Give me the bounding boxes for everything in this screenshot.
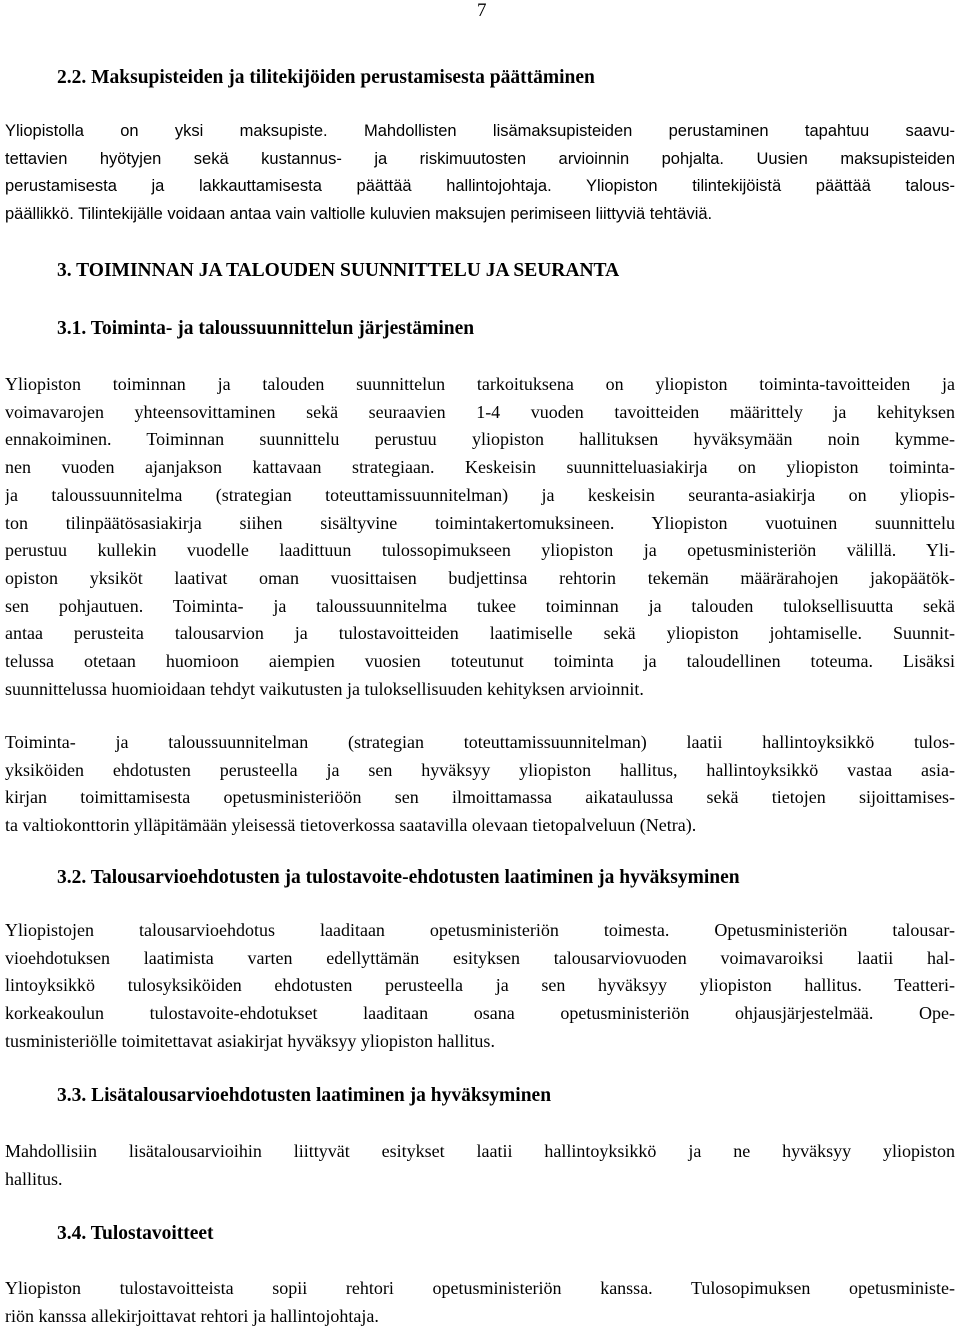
paragraph-line: Yliopistolla on yksi maksupiste. Mahdollisten lisämaksupisteiden perustaminen tapahtuu saavu- (5, 122, 955, 140)
paragraph-line: päällikkö. Tilintekijälle voidaan antaa vain valtiolle kuluvien maksujen perimiseen liittyviä tehtäviä. (5, 205, 713, 224)
paragraph-line: ton tilinpäätösasiakirja siihen sisältyvine toimintakertomuksineen. Yliopiston vuotuinen suunnittelu (5, 512, 955, 533)
paragraph-line: suunnittelussa huomioidaan tehdyt vaikutusten ja tuloksellisuuden kehityksen arvioinnit. (5, 678, 644, 699)
section-3-2-paragraph (5, 917, 955, 1056)
paragraph-line: vioehdotuksen laatimista varten edellyttämän esityksen talousarviovuoden voimavaroiksi laatii hal- (5, 947, 955, 968)
paragraph-line: antaa perusteita talousarvion ja tulostavoitteiden laatimiselle sekä yliopiston johtamiselle. Suunnit- (5, 623, 955, 644)
section-heading-3-2: 3.2. Talousarvioehdotusten ja tulostavoite-ehdotusten laatiminen ja hyväksyminen (57, 867, 740, 888)
section-heading-3-3: 3.3. Lisätalousarvioehdotusten laatiminen ja hyväksyminen (57, 1085, 552, 1106)
paragraph-line: korkeakoulun tulostavoite-ehdotukset laaditaan osana opetusministeriön ohjausjärjestelmää. Ope- (5, 1003, 955, 1024)
paragraph-line: Toiminta- ja taloussuunnitelman (strategian toteuttamissuunnitelman) laatii hallintoyksikkö tulos- (5, 732, 955, 752)
document-page (5, 0, 955, 1330)
paragraph-line: opiston yksiköt laativat oman vuosittaisen budjettinsa rehtorin tekemän määrärahojen jakopäätök- (5, 567, 955, 588)
paragraph-line: nen vuoden ajanjakson kattavaan strategiaan. Keskeisin suunnitteluasiakirja on yliopiston toiminta- (5, 457, 955, 478)
page-number: 7 (477, 0, 487, 21)
paragraph-line: sen pohjautuen. Toiminta- ja taloussuunnitelma tukee toiminnan ja talouden tuloksellisuutta sekä (5, 595, 955, 616)
paragraph-line: telussa otetaan huomioon aiempien vuosien toteutunut toiminta ja taloudellinen toteuma. Lisäksi (5, 651, 955, 672)
paragraph-line: tusministeriölle toimitettavat asiakirjat hyväksyy yliopiston hallitus. (5, 1030, 495, 1051)
chapter-heading-3: 3. TOIMINNAN JA TALOUDEN SUUNNITTELU JA SEURANTA (57, 260, 620, 281)
section-3-1-paragraph-1 (5, 371, 955, 703)
paragraph-line: ja taloussuunnitelma (strategian toteuttamissuunnitelman) ja keskeisin seuranta-asiakirja on yliopis- (5, 484, 955, 505)
section-3-4-paragraph (5, 1275, 955, 1330)
paragraph-line: Mahdollisiin lisätalousarvioihin liittyvät esitykset laatii hallintoyksikkö ja ne hyväksyy yliopiston (5, 1141, 955, 1161)
paragraph-line: Yliopistojen talousarvioehdotus laaditaan opetusministeriön toimesta. Opetusministeriön talousar- (5, 920, 955, 940)
section-heading-3-4: 3.4. Tulostavoitteet (57, 1223, 214, 1244)
paragraph-line: Yliopiston toiminnan ja talouden suunnittelun tarkoituksena on yliopiston toiminta-tavoitteiden ja (5, 374, 955, 394)
paragraph-line: yksiköiden ehdotusten perusteella ja sen hyväksyy yliopiston hallitus, hallintoyksikkö vastaa asia- (5, 759, 955, 780)
paragraph-line: hallitus. (5, 1168, 63, 1189)
section-2-2-paragraph (5, 118, 955, 229)
paragraph-line: perustamisesta ja lakkauttamisesta päättää hallintojohtaja. Yliopiston tilintekijöistä päättää talous- (5, 177, 955, 196)
paragraph-line: Yliopiston tulostavoitteista sopii rehtori opetusministeriön kanssa. Tulosopimuksen opetusministe- (5, 1278, 955, 1298)
paragraph-line: perustuu kullekin vuodelle laadittuun tulossopimukseen yliopiston ja opetusministeriön välillä. Yli- (5, 540, 955, 561)
paragraph-line: riön kanssa allekirjoittavat rehtori ja hallintojohtaja. (5, 1305, 379, 1326)
paragraph-line: ta valtiokonttorin ylläpitämään yleisessä tietoverkossa saatavilla olevaan tietopalveluun (Netra). (5, 815, 697, 836)
paragraph-line: ennakoiminen. Toiminnan suunnittelu perustuu yliopiston hallituksen hyväksymään noin kymme- (5, 429, 955, 450)
section-3-3-paragraph (5, 1138, 955, 1193)
paragraph-line: lintoyksikkö tulosyksiköiden ehdotusten perusteella ja sen hyväksyy yliopiston hallitus. Teatteri- (5, 975, 955, 996)
section-heading-2-2: 2.2. Maksupisteiden ja tilitekijöiden perustamisesta päättäminen (57, 67, 595, 88)
paragraph-line: tettavien hyötyjen sekä kustannus- ja riskimuutosten arvioinnin pohjalta. Uusien maksupisteiden (5, 149, 955, 168)
paragraph-line: kirjan toimittamisesta opetusministeriöön sen ilmoittamassa aikataulussa sekä tietojen sijoittamises- (5, 787, 955, 808)
paragraph-line: voimavarojen yhteensovittaminen sekä seuraavien 1-4 vuoden tavoitteiden määrittely ja kehityksen (5, 401, 955, 422)
section-3-1-paragraph-2 (5, 729, 955, 840)
section-heading-3-1: 3.1. Toiminta- ja taloussuunnittelun järjestäminen (57, 318, 475, 339)
